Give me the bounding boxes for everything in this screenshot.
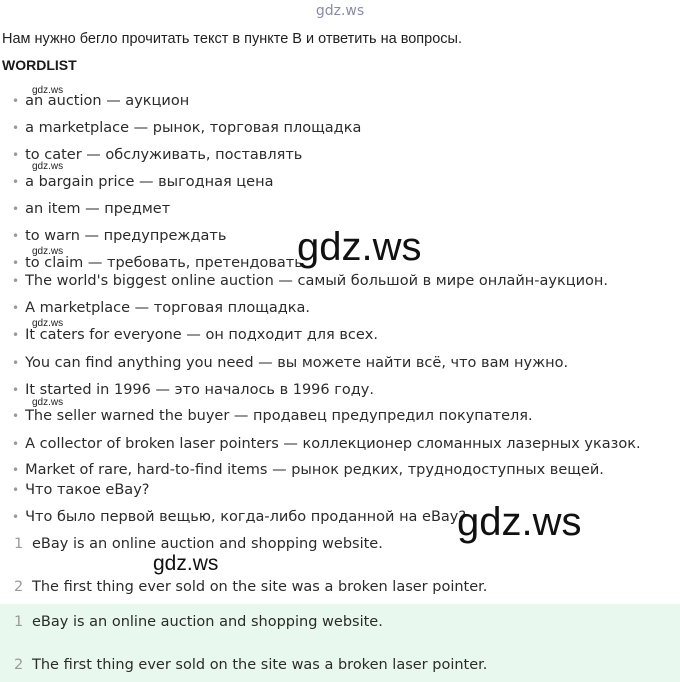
watermark-small: gdz.ws [32, 246, 64, 257]
watermark-small: gdz.ws [32, 397, 64, 408]
wordlist-item: • Market of rare, hard-to-find items — рынок редких, труднодоступных вещей. [12, 462, 604, 478]
answer-text: eBay is an online auction and shopping website. [32, 536, 383, 552]
watermark-large: gdz.ws [457, 500, 582, 544]
answer-row [14, 536, 383, 552]
wordlist-item: • a bargain price — выгодная цена [12, 174, 273, 190]
answer-number: 1 [14, 536, 24, 552]
wordlist-item: • to warn — предупреждать [12, 228, 226, 244]
wordlist-item: • It caters for everyone — он подходит для всех. [12, 327, 378, 343]
answer-text: The first thing ever sold on the site was a broken laser pointer. [32, 579, 488, 595]
watermark-small: gdz.ws [32, 85, 64, 96]
wordlist-item: • You can find anything you need — вы можете найти всё, что вам нужно. [12, 355, 568, 371]
answer-number: 2 [14, 579, 24, 595]
watermark-top: gdz.ws [315, 3, 365, 19]
answer-row [14, 579, 487, 595]
wordlist-item: • to cater — обслуживать, поставлять [12, 147, 302, 163]
wordlist-item: • A collector of broken laser pointers — коллекционер сломанных лазерных указок. [12, 436, 641, 452]
wordlist-heading: WORDLIST [2, 57, 77, 73]
wordlist-item: • Что такое eBay? [12, 482, 149, 498]
answer-text: The first thing ever sold on the site was a broken laser pointer. [32, 657, 488, 673]
wordlist-item: • The seller warned the buyer — продавец предупредил покупателя. [12, 408, 533, 424]
wordlist-item: • to claim — требовать, претендовать [12, 255, 303, 271]
wordlist-item: • A marketplace — торговая площадка. [12, 300, 310, 316]
watermark-small: gdz.ws [32, 318, 64, 329]
wordlist-item: • a marketplace — рынок, торговая площадка [12, 120, 361, 136]
wordlist-item: • The world's biggest online auction — самый большой в мире онлайн-аукцион. [12, 273, 608, 289]
watermark-small: gdz.ws [32, 161, 64, 172]
watermark-medium: gdz.ws [153, 552, 219, 575]
answer-number: 2 [14, 657, 24, 673]
intro-text: Нам нужно бегло прочитать текст в пункте B и ответить на вопросы. [2, 31, 462, 47]
answer-number: 1 [14, 614, 24, 630]
highlighted-answer-row [14, 614, 383, 630]
wordlist-item: • an auction — аукцион [12, 93, 189, 109]
highlighted-answer-row [14, 657, 487, 673]
wordlist-item: • Что было первой вещью, когда-либо проданной на eBay? [12, 509, 466, 525]
watermark-large: gdz.ws [297, 225, 422, 269]
wordlist-item: • an item — предмет [12, 201, 170, 217]
answer-text: eBay is an online auction and shopping website. [32, 614, 383, 630]
wordlist-item: • It started in 1996 — это началось в 1996 году. [12, 382, 374, 398]
